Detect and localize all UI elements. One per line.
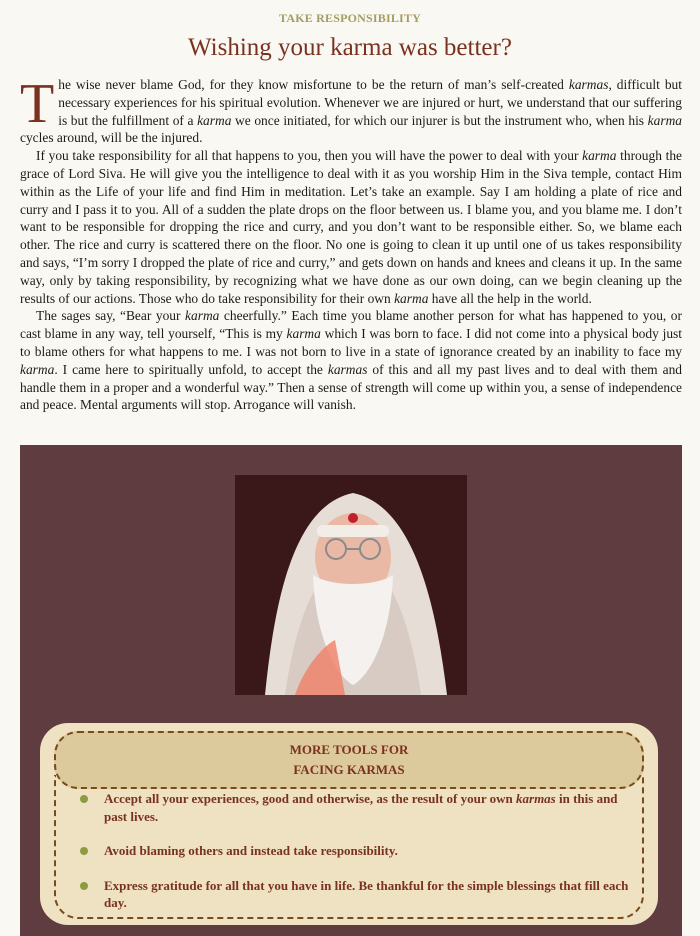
tip-item: [80, 877, 640, 912]
callout-header: [54, 731, 644, 789]
drop-cap: T: [20, 73, 55, 135]
text-segment: Avoid blaming others and instead take responsibility.: [104, 843, 398, 858]
tip-text: [104, 843, 398, 858]
portrait-photo: [235, 475, 467, 695]
italic-term: karmas: [327, 361, 368, 377]
portrait-illustration: [235, 475, 467, 695]
tip-item: [80, 790, 640, 825]
bullet-icon: [80, 847, 88, 855]
tip-text: [104, 791, 618, 824]
text-segment: which I was born to face. I did not come into a physical body just to blame others for what happens to me. I was not born to live in a state of ignorance created by an inability to face my: [20, 326, 682, 359]
italic-term: karma: [647, 112, 682, 128]
text-segment: of this and all my past lives and to deal with them and handle them in a proper and a wonderful way.” Then a sense of strength will come up within you, a sense of independence and peace. Mental arguments will stop. Arrogance will vanish.: [20, 361, 683, 413]
italic-term: karmas: [568, 77, 609, 92]
tips-list: [80, 790, 640, 929]
tip-text: [104, 878, 628, 911]
text-segment: he wise never blame God, for they know misfortune to be the return of man’s self-created: [58, 77, 569, 92]
italic-term: karmas: [516, 791, 556, 806]
text-segment: have all the help in the world.: [428, 290, 592, 306]
section-label: TAKE RESPONSIBILITY: [279, 11, 421, 25]
bullet-icon: [80, 795, 88, 803]
callout-heading-line-1: MORE TOOLS FOR: [289, 742, 409, 757]
text-segment: in this and past lives.: [104, 791, 618, 824]
paragraph-1-text: [20, 73, 682, 146]
paragraph-3: [20, 307, 682, 414]
article-title: Wishing your karma was better?: [188, 34, 512, 61]
text-segment: , difficult but necessary experiences for his spiritual evolution. Whenever we are injured or hurt, we understand that our suffering is but the fulfillment of a: [58, 77, 682, 128]
paragraph-2: [20, 147, 682, 307]
text-segment: we once initiated, for which our injurer is but the instrument who, when his: [231, 112, 648, 128]
tip-item: [80, 842, 640, 860]
italic-term: karma: [197, 112, 232, 128]
text-segment: cheerfully.” Each time you blame another person for what has happened to you, or cast blame in any way, tell yourself, “This is my: [20, 308, 683, 342]
italic-term: karma: [582, 148, 617, 164]
italic-term: karma: [286, 326, 321, 342]
bullet-icon: [80, 882, 88, 890]
italic-term: karma: [394, 290, 429, 306]
text-segment: If you take responsibility for all that happens to you, then you will have the power to deal with your: [36, 148, 583, 164]
text-segment: cycles around, will be the injured.: [20, 130, 203, 146]
italic-term: karma: [185, 308, 220, 324]
article-body: [20, 73, 683, 414]
text-segment: . I came here to spiritually unfold, to accept the: [54, 361, 328, 377]
text-segment: Accept all your experiences, good and otherwise, as the result of your own: [104, 791, 517, 806]
text-segment: The sages say, “Bear your: [36, 308, 186, 324]
feature-panel: [20, 445, 682, 936]
text-segment: Express gratitude for all that you have in life. Be thankful for the simple blessings that fill each day.: [104, 877, 629, 910]
text-segment: through the grace of Lord Siva. He will give you the intelligence to deal with it as you worship Him in the Siva temple, contact Him within as the Life of your life and find Him in meditation. Let’s take an example. Say I am holding a plate of rice and curry and I pass it to you. All of a sudden the plate drops on the floor between us. I blame you, and you blame me. I don’t want to be responsible for dropping the rice and curry, and you don’t want to be responsible either. So, we blame each other. The rice and curry is scattered there on the floor. No one is going to clean it up until one of us takes responsibility and says, “I’m sorry I dropped the plate of rice and curry,” and gets down on hands and knees and cleans it up. In the same way, only by taking responsibility, by recognizing what we have done as our own doing, can we begin cleaning up the results of our actions. Those who do take responsibility for their own: [20, 148, 683, 306]
italic-term: karma: [20, 361, 55, 377]
tips-callout: [40, 723, 658, 925]
paragraph-1: [20, 73, 682, 147]
callout-heading-line-2: FACING KARMAS: [293, 762, 405, 777]
